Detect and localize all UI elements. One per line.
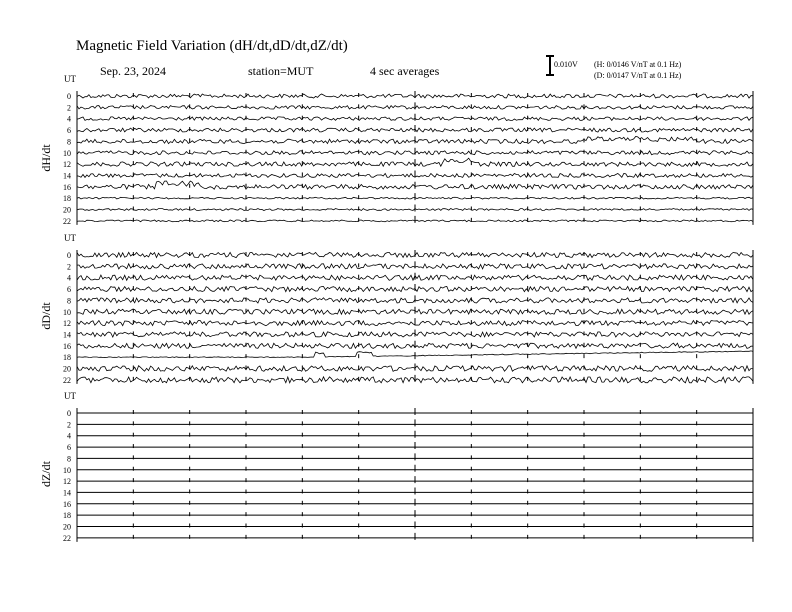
dzdt-axis-label: dZ/dt	[39, 461, 53, 487]
dhdt-row-label: 20	[63, 205, 71, 215]
dddt-row-label: 20	[63, 364, 71, 374]
scale-d-sensitivity: (D: 0/0147 V/nT at 0.1 Hz)	[594, 71, 682, 80]
averaging-label: 4 sec averages	[370, 64, 440, 78]
dzdt-row-label: 2	[67, 420, 71, 430]
dddt-row-label: 8	[67, 296, 71, 306]
dddt-row-label: 18	[63, 353, 71, 363]
chart-title: Magnetic Field Variation (dH/dt,dD/dt,dZ/dt)	[76, 38, 348, 54]
dddt-row-label: 6	[67, 285, 71, 295]
dzdt-row-label: 12	[63, 477, 71, 487]
dhdt-row-label: 12	[63, 160, 71, 170]
station-label: station=MUT	[248, 64, 314, 78]
dzdt-row-label: 16	[63, 499, 71, 509]
dddt-row-label: 16	[63, 341, 71, 351]
dhdt-row-label: 0	[67, 92, 71, 101]
dddt-row-label: 22	[63, 375, 71, 385]
dddt-row-label: 14	[63, 330, 71, 340]
dhdt-axis-label: dH/dt	[39, 144, 53, 172]
dhdt-row-label: 16	[63, 182, 71, 192]
date-label: Sep. 23, 2024	[100, 64, 166, 78]
dzdt-row-label: 6	[67, 443, 71, 453]
dzdt-row-label: 10	[63, 465, 71, 475]
dhdt-row-label: 2	[67, 103, 71, 113]
scale-h-sensitivity: (H: 0/0146 V/nT at 0.1 Hz)	[594, 60, 682, 69]
scale-value-label: 0.010V	[554, 60, 578, 69]
dzdt-row-label: 20	[63, 522, 71, 532]
dhdt-row-label: 10	[63, 148, 71, 158]
dddt-axis-label: dD/dt	[39, 302, 53, 330]
dzdt-row-label: 8	[67, 454, 71, 464]
dhdt-row-label: 4	[67, 114, 71, 124]
dhdt-row-label: 22	[63, 216, 71, 226]
dddt-row-label: 12	[63, 319, 71, 329]
dzdt-row-label: 22	[63, 533, 71, 543]
dhdt-row-label: 14	[63, 171, 71, 181]
dzdt-row-label: 4	[67, 431, 71, 441]
dhdt-row-label: 8	[67, 137, 71, 147]
dzdt-ut-label: UT	[64, 391, 76, 401]
dddt-row-label: 4	[67, 273, 71, 283]
dddt-ut-label: UT	[64, 233, 76, 243]
dzdt-row-label: 0	[67, 409, 71, 418]
dhdt-row-label: 6	[67, 126, 71, 136]
dddt-row-label: 0	[67, 251, 71, 260]
dddt-row-label: 2	[67, 262, 71, 272]
dhdt-row-label: 18	[63, 194, 71, 204]
dhdt-ut-label: UT	[64, 74, 76, 84]
dzdt-row-label: 18	[63, 511, 71, 521]
dzdt-row-label: 14	[63, 488, 71, 498]
dddt-row-label: 10	[63, 307, 71, 317]
